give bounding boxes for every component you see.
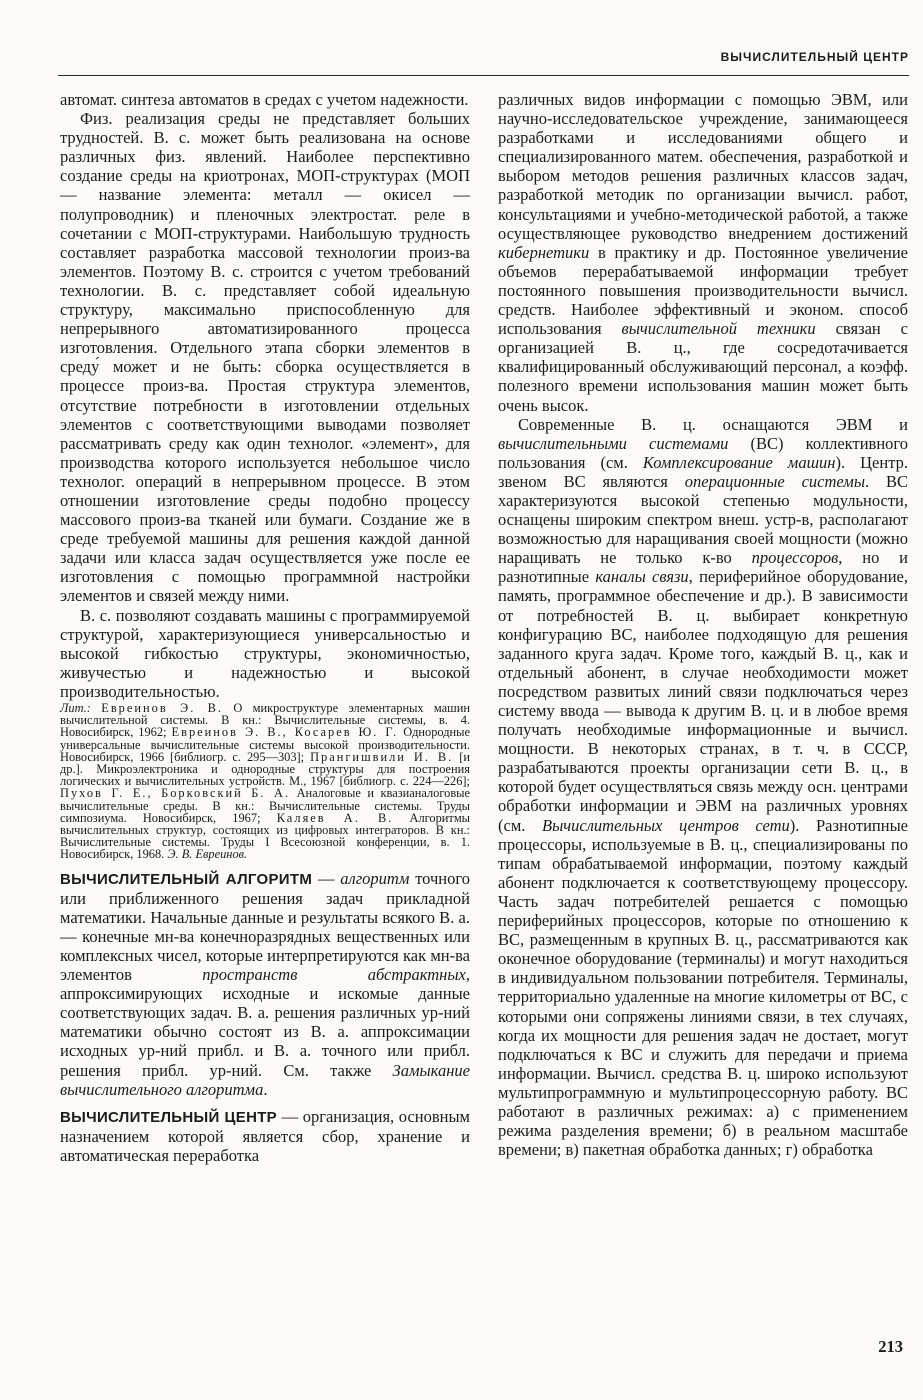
paragraph: автомат. синтеза автоматов в средах с учетом надежности.: [60, 90, 469, 109]
cross-ref: Комплексирование машин: [642, 452, 836, 472]
cross-ref: алгоритм: [340, 868, 410, 888]
entry-text: — организация, основным назначением которой является сбор, хранение и автоматическая переработка: [60, 1106, 470, 1165]
text-run: ). Центр. звеном ВС являются: [498, 452, 908, 491]
lit-author: Евреинов Э. В., Косарев Ю. Г.: [171, 725, 399, 740]
lit-author: Евреинов Э. В.: [101, 701, 223, 715]
paragraph: В. с. позволяют создавать машины с программируемой структурой, характеризующиеся универсальностью и высокой гибкостью структуры, экономичностью, живучестью и надежностью и высокой производительностью.: [60, 605, 470, 701]
text-run: , периферийное оборудование, память, программное обеспечение и др.). В зависимости от потребностей В. ц. выбирает конкретную конфигурацию ВС, наиболее подходящую для решения заданного круга задач. Кроме того, каждый В. ц., как и отдельный абонент, в случае необходимости может посредством развитых линий связи подключаться через систему ввода — вывода к другим В. ц. и в любое время получать необходимые информационные и вычисл. мощности. В некоторых странах, в т. ч. в СССР, разрабатываются проекты организации сети В. ц., в которой будет осуществляться связь между осн. центрами обработки информации и ЭВМ на различных уровнях (см.: [498, 567, 908, 835]
cross-ref: операционные системы: [684, 471, 865, 491]
entry-term: ВЫЧИСЛИТЕЛЬНЫЙ ЦЕНТР: [60, 1108, 277, 1126]
page-number: 213: [878, 1337, 903, 1356]
lit-title: Аналоговые и квазианалоговые вычислительные среды. В кн.: Вычислительные системы. Труды симпозиума. Новосибирск, 1967;: [60, 786, 470, 825]
lit-label: Лит.:: [60, 701, 91, 715]
lit-author: Прангишвили И. В.: [310, 749, 454, 764]
cross-ref: процессоров: [751, 548, 839, 568]
lit-author: Каляев А. В.: [276, 810, 394, 825]
text-run: различных видов информации с помощью ЭВМ, или научно-исследовательское учреждение, занимающееся разработками и исследованиями общего и специализированного матем. обеспечения, разработкой и выбором методов решения различных классов задач, разработкой методик по организации вычисл. работ, консультациями и учебно-методической работой, а также осуществляющее руководство внедрением достижений: [498, 90, 908, 243]
cross-ref: каналы связи: [595, 567, 689, 587]
entry-dash: —: [312, 868, 341, 888]
lit-title: Однородные универсальные вычислительные системы высокой производительности. Новосибирск, 1966 [библиогр. с. 295—303];: [60, 725, 470, 764]
literature-references: [60, 702, 470, 861]
running-header: ВЫЧИСЛИТЕЛЬНЫЙ ЦЕНТР: [720, 50, 909, 64]
text-run: ). Разнотипные процессоры, используемые в В. ц., специализированы по типам обрабатываемой информации, поэтому каждый абонент подключается к соответствующему процессору. Часть задач потребителей решается с помощью периферийных процессоров, которые по отношению к ВС, размещенным в крупных В. ц., рассматриваются как оконечное оборудование (терминалы) и могут находиться в индивидуальном пользовании потребителя. Терминалы, территориально удаленные на многие километры от ВС, с которыми они сопряжены линиями связи, в тех случаях, когда их мощности для решения задач не достает, могут подключаться к ВС и служить для передачи и приема информации. Вычисл. средства В. ц. широко используют мультипрограммную и мультипроцессорную работу. ВС работают в различных режимах: а) с применением режима разделения времени; б) в реальном масштабе времени; в) пакетная обработка данных; г) обработка: [498, 815, 908, 1160]
cross-ref: кибернетики: [498, 242, 590, 262]
paragraph: Физ. реализация среды не представляет больших трудностей. В. с. может быть реализована на основе различных физ. явлений. Наиболее перспективно создание среды на криотронах, МОП-структурах (МОП — название элемента: металл — окисел — полупроводник) и пленочных электростат. реле в сочетании с МОП-структурами. Наибольшую трудность составляет разработка массовой технологии произ-ва элементов. Поэтому В. с. строится с учетом требований технологии. В. с. представляет собой идеальную структуру, максимально приспособленную для непрерывного автоматизированного процесса изготовления. Отдельного этапа сборки элементов в среду́ может и не быть: сборка осуществляется в процессе произ-ва. Простая структура элементов, отсутствие потребности в изготовлении отдельных элементов с соответствующими выводами позволяет рассматривать среду как один технолог. «элемент», для производства которого используется небольшое число технолог. операций в непрерывном процессе. В этом отношении изготовление среды подобно процессу массового произ-ва тканей или бумаги. Создание же в среде требуемой машины для решения каждой данной задачи или класса задач осуществляется уже после ее изготовления с помощью программной настройки элементов и связей между ними.: [60, 109, 470, 606]
text-run: , но и разнотипные: [498, 548, 908, 587]
entry-text: .: [263, 1079, 268, 1099]
cross-ref: Вычислительных центров сети: [542, 815, 790, 835]
text-run: . ВС характеризуются высокой степенью модульности, оснащены широким спектром внеш. устр-в, располагают возможностью для наращивания своей мощности (можно наращивать не только к-во: [498, 471, 908, 568]
text-run: Современные В. ц. оснащаются ЭВМ и: [518, 414, 908, 434]
header-rule: [58, 75, 909, 76]
entry-text: точного или приближенного решения задач прикладной математики. Начальные данные и результаты всякого В. а.— конечные мн-ва конечноразрядных вещественных или комплексных чисел, которые интерпретируются как мн-ва элементов: [60, 868, 470, 985]
text-run: (ВС) коллективного пользования (см.: [498, 433, 909, 472]
right-column: [498, 90, 908, 1159]
entry-computing-center: [60, 1107, 470, 1165]
lit-author: Пухов Г. Е., Борковский Б. А.: [60, 786, 291, 801]
cross-ref: вычислительными системами: [498, 433, 729, 453]
text-run: связан с организацией В. ц., где сосредотачивается квалифицированный обслуживающий персонал, а коэфф. полезного времени использования машин может быть очень высок.: [498, 319, 908, 415]
paragraph: [498, 415, 908, 1160]
paragraph: [498, 90, 908, 415]
left-column: [60, 90, 470, 1165]
cross-ref: вычислительной техники: [621, 319, 816, 339]
lit-title: Алгоритмы вычислительных структур, состоящих из цифровых интеграторов. В кн.: Вычислительные системы. Труды I Всесоюзной конференции, в. 1. Новосибирск, 1968.: [60, 810, 471, 862]
cross-ref: Замыкание вычислительного алгоритма: [60, 1060, 470, 1099]
lit-title: [и др.]. Микроэлектроника и однородные структуры для построения логических и вычислительных устройств. М., 1967 [библиогр. с. 224—226];: [60, 749, 470, 789]
lit-signature: Э. В. Евреинов.: [167, 847, 248, 862]
lit-title: О микроструктуре элементарных машин вычислительной системы. В кн.: Вычислительные системы, в. 4. Новосибирск, 1962;: [60, 701, 470, 740]
entry-computational-algorithm: [60, 869, 470, 1099]
entry-term: ВЫЧИСЛИТЕЛЬНЫЙ АЛГОРИТМ: [60, 870, 313, 888]
text-run: в практику и др. Постоянное увеличение объемов перерабатываемой информации требует постоянного повышения производительности вычисл. средств. Наиболее эффективный и эконом. способ использования: [498, 242, 908, 339]
entry-text: , аппроксимирующих исходные и искомые данные соответствующих задач. В. а. решения различных ур-ний математики обычно состоят из В. а. аппроксимации исходных ур-ний прибл. и В. а. точного или прибл. решения прибл. ур-ний. См. также: [60, 965, 470, 1080]
cross-ref: пространств абстрактных: [202, 965, 466, 985]
